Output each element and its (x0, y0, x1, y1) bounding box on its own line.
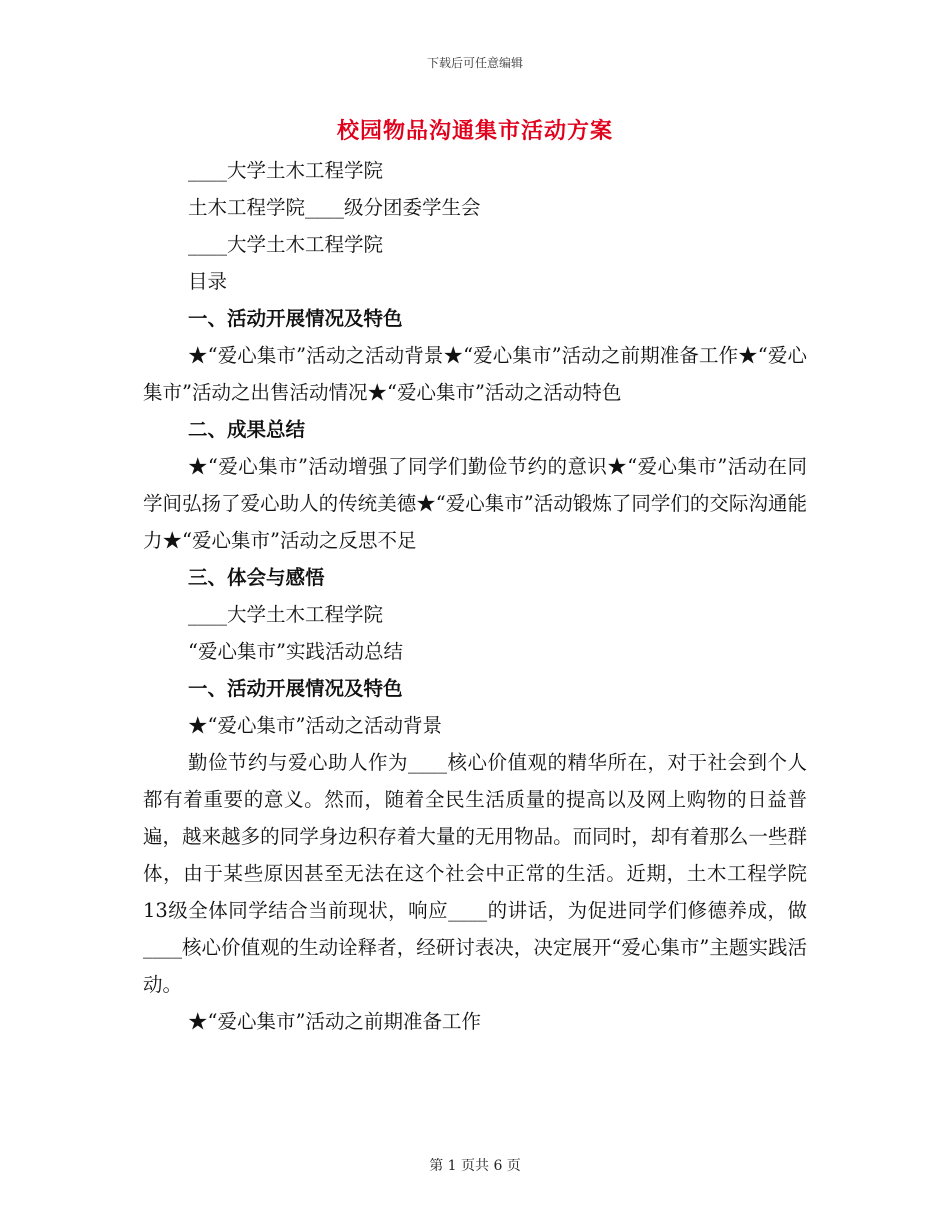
org-line-3: ____大学土木工程学院 (188, 233, 384, 256)
toc-heading-1: 一、活动开展情况及特色 (188, 307, 403, 330)
toc-heading-2: 二、成果总结 (188, 418, 306, 441)
section-1-body: 勤俭节约与爱心助人作为____核心价值观的精华所在，对于社会到个人都有着重要的意义。然而，随着全民生活质量的提高以及网上购物的日益普遍，越来越多的同学身边积存着大量的无用物品。而同时，却有着那么一些群体，由于某些原因甚至无法在这个社会中正常的生活。近期，土木工程学院13级全体同学结合当前现状，响应____的讲话，为促进同学们修德养成，做____核心价值观的生动诠释者，经研讨表决，决定展开“爱心集市”主题实践活动。 (143, 751, 807, 996)
toc-paragraph-2: ★“爱心集市”活动增强了同学们勤俭节约的意识★“爱心集市”活动在同学间弘扬了爱心助人的传统美德★“爱心集市”活动锻炼了同学们的交际沟通能力★“爱心集市”活动之反思不足 (143, 455, 807, 552)
summary-title: “爱心集市”实践活动总结 (188, 640, 403, 663)
document-body (143, 152, 807, 1040)
toc-heading-3: 三、体会与感悟 (188, 566, 325, 589)
org-line-1: ____大学土木工程学院 (188, 159, 384, 182)
toc-label: 目录 (188, 270, 228, 293)
header-note: 下载后可任意编辑 (426, 56, 523, 70)
org-line-4: ____大学土木工程学院 (188, 603, 384, 626)
section-1-subheading-1: ★“爱心集市”活动之活动背景 (188, 714, 442, 737)
document-title: 校园物品沟通集市活动方案 (336, 118, 613, 144)
section-1-heading: 一、活动开展情况及特色 (188, 677, 403, 700)
toc-paragraph-1: ★“爱心集市”活动之活动背景★“爱心集市”活动之前期准备工作★“爱心集市”活动之出售活动情况★“爱心集市”活动之活动特色 (143, 344, 807, 404)
section-1-subheading-2: ★“爱心集市”活动之前期准备工作 (188, 1010, 481, 1033)
page-footer: 第 1 页共 6 页 (429, 1158, 521, 1174)
org-line-2: 土木工程学院____级分团委学生会 (188, 196, 481, 219)
